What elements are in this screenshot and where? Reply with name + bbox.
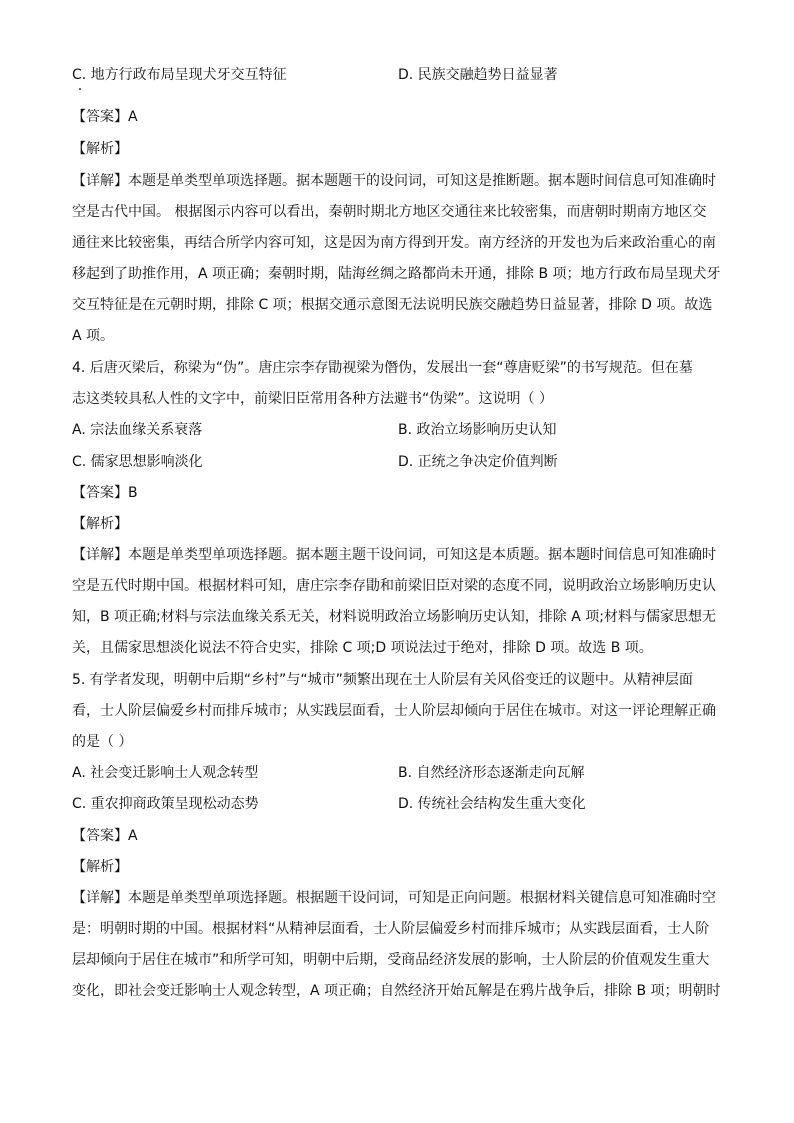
q5-stem-line: 5. 有学者发现，明朝中后期“乡村”与“城市”频繁出现在士人阶层有关风俗变迁的议题中。从精神层面 (72, 672, 693, 688)
q4-analysis-label: 【解析】 (72, 516, 128, 532)
q4-detail-line: 知，B 项正确;材料与宗法血缘关系无关，材料说明政治立场影响历史认知，排除 A 项;材料与儒家思想无 (72, 609, 716, 625)
q3-analysis-label: 【解析】 (72, 141, 128, 157)
q3-option-c: C. 地方行政布局呈现犬牙交互特征 (72, 67, 287, 83)
q5-detail-line: 层却倾向于居住在城市”和所学可知，明朝中后期，受商品经济发展的影响，士人阶层的价值观发生重大 (72, 952, 710, 968)
q5-answer: 【答案】A (72, 828, 138, 844)
q5-option-c: C. 重农抑商政策呈现松动态势 (72, 796, 259, 812)
q4-option-c: C. 儒家思想影响淡化 (72, 454, 203, 470)
q3-detail-line: 空是古代中国。 根据图示内容可以看出，秦朝时期北方地区交通往来比较密集，而唐朝时期南方地区交 (72, 204, 707, 220)
q5-detail-line: 【详解】本题是单类型单项选择题。根据题干设问词，可知是正向问题。根据材料关键信息可知准确时空 (72, 890, 716, 906)
q3-answer: 【答案】A (72, 109, 138, 125)
q5-option-d: D. 传统社会结构发生重大变化 (398, 796, 586, 812)
q5-stem-line: 看，士人阶层偏爱乡村而排斥城市；从实践层面看，士人阶层却倾向于居住在城市。对这一评论理解正确 (72, 703, 716, 719)
q3-detail-line: 通往来比较密集，再结合所学内容可知，这是因为南方得到开发。南方经济的开发也为后来政治重心的南 (72, 235, 716, 251)
q4-detail-line: 空是五代时期中国。根据材料可知，唐庄宗李存勖和前梁旧臣对梁的态度不同，说明政治立场影响历史认 (72, 578, 716, 594)
q3-detail-line: 交互特征是在元朝时期，排除 C 项；根据交通示意图无法说明民族交融趋势日益显著，排除 D 项。故选 (72, 297, 713, 313)
q4-stem-line: 4. 后唐灭梁后，称梁为“伪”。唐庄宗李存勖视梁为僭伪，发展出一套“尊唐贬梁”的书写规范。但在墓 (72, 360, 693, 376)
q3-detail-line: 【详解】本题是单类型单项选择题。据本题题干的设问词，可知这是推断题。据本题时间信息可知准确时 (72, 173, 716, 189)
q4-option-b: B. 政治立场影响历史认知 (398, 422, 557, 438)
q4-option-d: D. 正统之争决定价值判断 (398, 454, 558, 470)
q4-detail-line: 【详解】本题是单类型单项选择题。据本题主题干设问词，可知这是本质题。据本题时间信息可知准确时 (72, 547, 716, 563)
q4-answer: 【答案】B (72, 485, 138, 501)
q3-detail-line: A 项。 (72, 328, 115, 344)
q3-option-d: D. 民族交融趋势日益显著 (398, 67, 558, 83)
stray-dot (79, 88, 81, 90)
q5-stem-line: 的是（ ） (72, 734, 133, 750)
q4-stem-line: 志这类较具私人性的文字中，前梁旧臣常用各种方法避书“伪梁”。这说明（ ） (72, 391, 553, 407)
q5-detail-line: 变化，即社会变迁影响士人观念转型，A 项正确；自然经济开始瓦解是在鸦片战争后，排除 B 项；明朝时 (72, 983, 721, 999)
q4-option-a: A. 宗法血缘关系衰落 (72, 422, 203, 438)
q3-detail-line: 移起到了助推作用，A 项正确；秦朝时期，陆海丝绸之路都尚未开通，排除 B 项；地方行政布局呈现犬牙 (72, 266, 721, 282)
q5-detail-line: 是：明朝时期的中国。根据材料“从精神层面看，士人阶层偏爱乡村而排斥城市；从实践层面看，士人阶 (72, 921, 710, 937)
q5-analysis-label: 【解析】 (72, 859, 128, 875)
q5-option-b: B. 自然经济形态逐渐走向瓦解 (398, 765, 585, 781)
q4-detail-line: 关，且儒家思想淡化说法不符合史实，排除 C 项;D 项说法过于绝对，排除 D 项。故选 B 项。 (72, 640, 653, 656)
q5-option-a: A. 社会变迁影响士人观念转型 (72, 765, 259, 781)
